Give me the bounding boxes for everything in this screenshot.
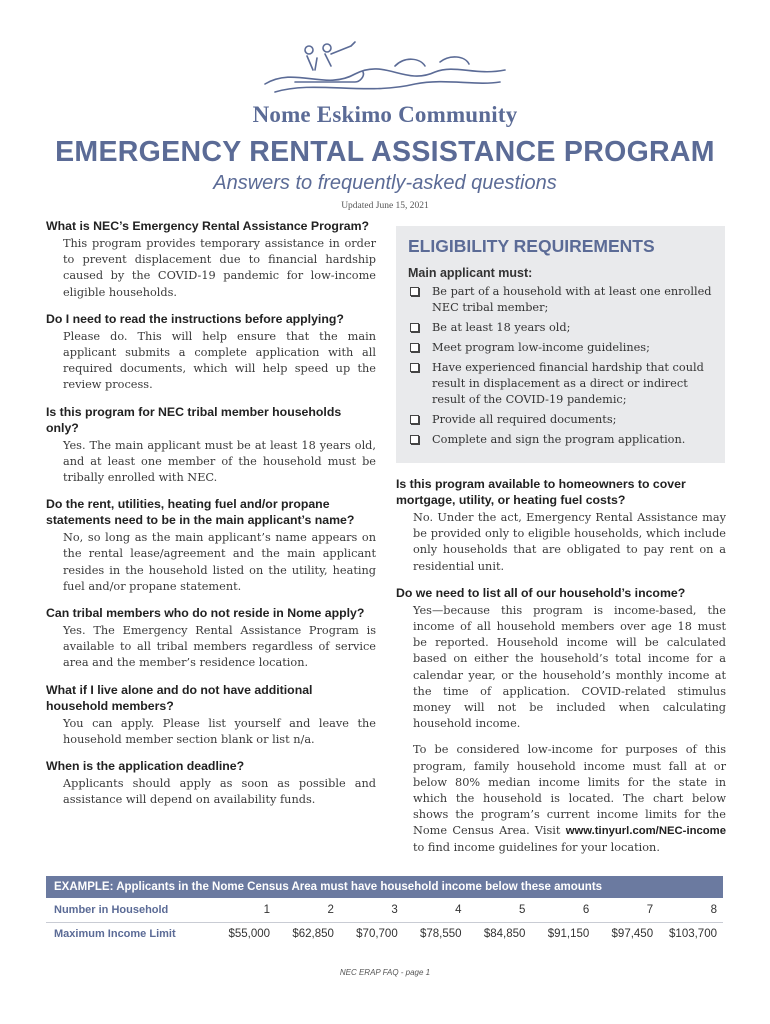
eligibility-title: ELIGIBILITY REQUIREMENTS: [408, 236, 655, 256]
eligibility-item: Be at least 18 years old;: [408, 320, 713, 336]
eligibility-item: Have experienced financial hardship that could result in displacement as a direct or indirect result of the COVID-19 pandemic;: [408, 360, 713, 408]
table-cell: 1: [212, 898, 276, 922]
table-cell: $78,550: [420, 928, 462, 941]
faq-question: What if I live alone and do not have additional household members?: [46, 682, 313, 713]
table-cell: $97,450: [611, 928, 654, 941]
logo: [0, 36, 770, 128]
table-cell: 5: [468, 898, 532, 922]
faq-answer: Applicants should apply as soon as possible and assistance will depend on availability funds.: [63, 777, 376, 807]
eligibility-item: Be part of a household with at least one enrolled NEC tribal member;: [408, 284, 713, 316]
checkbox-icon: [410, 435, 419, 444]
table-row: [46, 922, 723, 946]
eligibility-subtitle: Main applicant must:: [408, 266, 533, 280]
faq-answer: No. Under the act, Emergency Rental Assistance may be provided only to eligible households, which include only households that are obligated to pay rent on a residential unit.: [413, 511, 726, 573]
right-faq-column: [396, 476, 726, 866]
faq-answer: You can apply. Please list yourself and leave the household member section blank or list n/a.: [63, 716, 376, 746]
table-cell: 2: [276, 898, 340, 922]
faq-question: Is this program available to homeowners to cover mortgage, utility, or heating fuel costs?: [396, 477, 686, 507]
faq-item: [46, 758, 376, 808]
faq-answer: This program provides temporary assistance in order to prevent displacement due to financial hardship caused by the COVID-19 pandemic for low-income eligible households.: [63, 237, 376, 299]
faq-answer: Yes—because this program is income-based, the income of all household members over age 18 must be reported. Household income will be calculated based on either the household’s total income for a calendar year, or the household’s monthly income at the time of application. COVID-related stimulus money will not be included when calculating household income.: [413, 603, 726, 731]
page-title: EMERGENCY RENTAL ASSISTANCE PROGRAM: [55, 136, 715, 168]
faq-item: [46, 605, 376, 672]
table-cell: 7: [595, 898, 659, 922]
faq-question: Is this program for NEC tribal member households only?: [46, 404, 342, 435]
faq-answer: Please do. This will help ensure that the main applicant submits a complete application with all required documents, which will help speed up the review process.: [63, 329, 376, 392]
eligibility-item: Meet program low-income guidelines;: [408, 340, 713, 356]
faq-item: [46, 218, 376, 301]
faq-item: [46, 496, 376, 595]
checkbox-icon: [410, 343, 419, 352]
table-cell: $103,700: [669, 928, 717, 941]
faq-item: [396, 476, 726, 575]
kayak-logo-icon: [255, 36, 515, 100]
faq-answer: Yes. The main applicant must be at least 18 years old, and at least one member of the household must be tribally enrolled with NEC.: [63, 438, 376, 485]
table-cell: 4: [404, 898, 468, 922]
faq-question: Do I need to read the instructions before applying?: [46, 311, 344, 326]
table-cell: $91,150: [547, 928, 590, 941]
table-cell: $84,850: [483, 928, 526, 941]
org-name: Nome Eskimo Community: [252, 102, 518, 127]
eligibility-box: [396, 226, 725, 463]
faq-item: [396, 585, 726, 856]
faq-answer: Yes. The Emergency Rental Assistance Program is available to all tribal members regardless of service area and the member’s residence location.: [63, 624, 376, 670]
faq-item: [46, 682, 376, 748]
faq-question: When is the application deadline?: [46, 759, 245, 774]
checkbox-icon: [410, 415, 419, 424]
checkbox-icon: [410, 363, 419, 372]
table-cell: $62,850: [292, 928, 334, 941]
faq-item: [46, 404, 376, 487]
table-cell: 8: [659, 898, 723, 922]
income-table: [46, 876, 723, 946]
table-cell: 3: [340, 898, 404, 922]
checkbox-icon: [410, 323, 419, 332]
table-cell: $55,000: [228, 928, 271, 941]
table-cell: 6: [531, 898, 595, 922]
faq-question: What is NEC’s Emergency Rental Assistance Program?: [46, 219, 370, 233]
row-label: Maximum Income Limit: [54, 928, 176, 941]
table-caption: EXAMPLE: Applicants in the Nome Census Area must have household income below these amounts: [46, 876, 723, 898]
row-label: Number in Household: [46, 898, 212, 922]
left-faq-column: [46, 218, 376, 818]
page-footer: NEC ERAP FAQ - page 1: [339, 968, 431, 977]
page-subtitle: Answers to frequently-asked questions: [213, 172, 557, 194]
income-guidelines-link[interactable]: www.tinyurl.com/NEC-income: [565, 825, 726, 838]
faq-question: Can tribal members who do not reside in Nome apply?: [46, 606, 365, 621]
updated-date: Updated June 15, 2021: [341, 201, 429, 211]
checkbox-icon: [410, 287, 419, 296]
eligibility-list: [408, 284, 713, 448]
table-row: [46, 898, 723, 922]
eligibility-item: Provide all required documents;: [408, 412, 713, 428]
faq-item: [46, 311, 376, 394]
faq-question: Do we need to list all of our household’s income?: [396, 585, 686, 600]
table-cell: $70,700: [356, 928, 398, 941]
faq-answer: No, so long as the main applicant’s name appears on the rental lease/agreement and the main applicant resides in the household listed on the utility, heating fuel and/or propane statement.: [63, 531, 376, 593]
eligibility-item: Complete and sign the program application.: [408, 432, 713, 448]
faq-question: Do the rent, utilities, heating fuel and/or propane statements need to be in the main applicant’s name?: [46, 497, 355, 528]
faq-answer-continued: To be considered low-income for purposes of this program, family household income must fall at or below 80% median income limits for the state in which the household is located. The chart below shows the program’s current income limits for the Nome Census Area. Visit www.tinyurl.com/NEC-income to find income guidelines for your location.: [413, 743, 726, 854]
